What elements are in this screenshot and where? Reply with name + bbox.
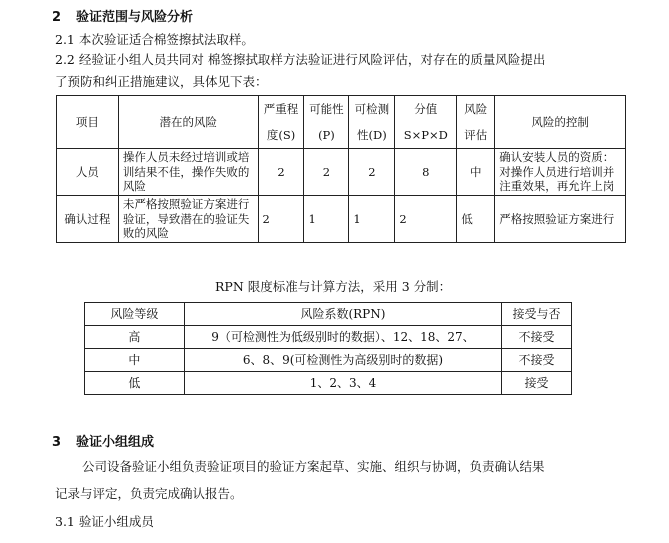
table-row [57,149,626,196]
paragraph-2-1: 2.1 本次验证适合棉签擦拭法取样。 [55,32,254,47]
header-item: 项目 [57,96,119,149]
rpn-level: 低 [85,372,185,395]
cell-item: 人员 [57,149,119,196]
section-title: 验证小组组成 [76,435,155,450]
table-header-row [57,96,626,149]
section-title: 验证范围与风险分析 [76,10,194,25]
rpn-level: 中 [85,349,185,372]
cell-detectability: 2 [349,149,395,196]
table-row [57,196,626,243]
paragraph-2-2-line1: 2.2 经验证小组人员共同对 棉签擦拭取样方法验证进行风险评估，对存在的质量风险提出 [55,52,546,67]
rpn-level: 高 [85,326,185,349]
paragraph-3-1: 3.1 验证小组成员 [55,514,154,529]
rpn-table [84,302,572,395]
rpn-accept: 接受 [502,372,572,395]
cell-detectability: 1 [349,196,395,243]
cell-score: 2 [395,196,457,243]
rpn-coef: 1、2、3、4 [184,372,501,395]
paragraph-3-line1: 公司设备验证小组负责验证项目的验证方案起草、实施、组织与协调，负责确认结果 [82,459,545,474]
section-3-heading [52,431,154,450]
header-detectability: 可检测 性(D) [349,96,395,149]
section-number: 2 [52,10,62,25]
rpn-coef: 6、8、9(可检测性为高级别时的数据) [184,349,501,372]
cell-score: 8 [395,149,457,196]
header-probability: 可能性 (P) [304,96,349,149]
cell-probability: 1 [304,196,349,243]
rpn-intro: RPN 限度标准与计算方法，采用 3 分制： [215,279,452,294]
rpn-accept: 不接受 [502,326,572,349]
header-risk-level: 风险等级 [85,303,185,326]
rpn-accept: 不接受 [502,349,572,372]
cell-control: 严格按照验证方案进行 [495,196,626,243]
cell-level: 中 [457,149,495,196]
rpn-row [85,326,572,349]
header-score: 分值 S×P×D [395,96,457,149]
cell-severity: 2 [258,196,304,243]
section-2-heading [52,6,193,25]
cell-item: 确认过程 [57,196,119,243]
cell-probability: 2 [304,149,349,196]
risk-analysis-table [56,95,626,243]
rpn-coef: 9（可检测性为低级别时的数据）、12、18、27、 [184,326,501,349]
rpn-header-row [85,303,572,326]
rpn-row [85,372,572,395]
header-accept: 接受与否 [502,303,572,326]
header-control: 风险的控制 [495,96,626,149]
section-number: 3 [52,435,62,450]
cell-risk: 未严格按照验证方案进行验证，导致潜在的验证失败的风险 [118,196,258,243]
cell-control: 确认安装人员的资质：对操作人员进行培训并注重效果，再允许上岗 [495,149,626,196]
header-level: 风险 评估 [457,96,495,149]
cell-level: 低 [457,196,495,243]
cell-risk: 操作人员未经过培训或培训结果不佳，操作失败的风险 [118,149,258,196]
paragraph-2-2-line2: 了预防和纠正措施建议，具体见下表： [55,74,268,89]
header-risk: 潜在的风险 [118,96,258,149]
header-rpn: 风险系数(RPN) [184,303,501,326]
rpn-row [85,349,572,372]
cell-severity: 2 [258,149,304,196]
paragraph-3-line2: 记录与评定，负责完成确认报告。 [55,486,243,501]
header-severity: 严重程 度(S) [258,96,304,149]
